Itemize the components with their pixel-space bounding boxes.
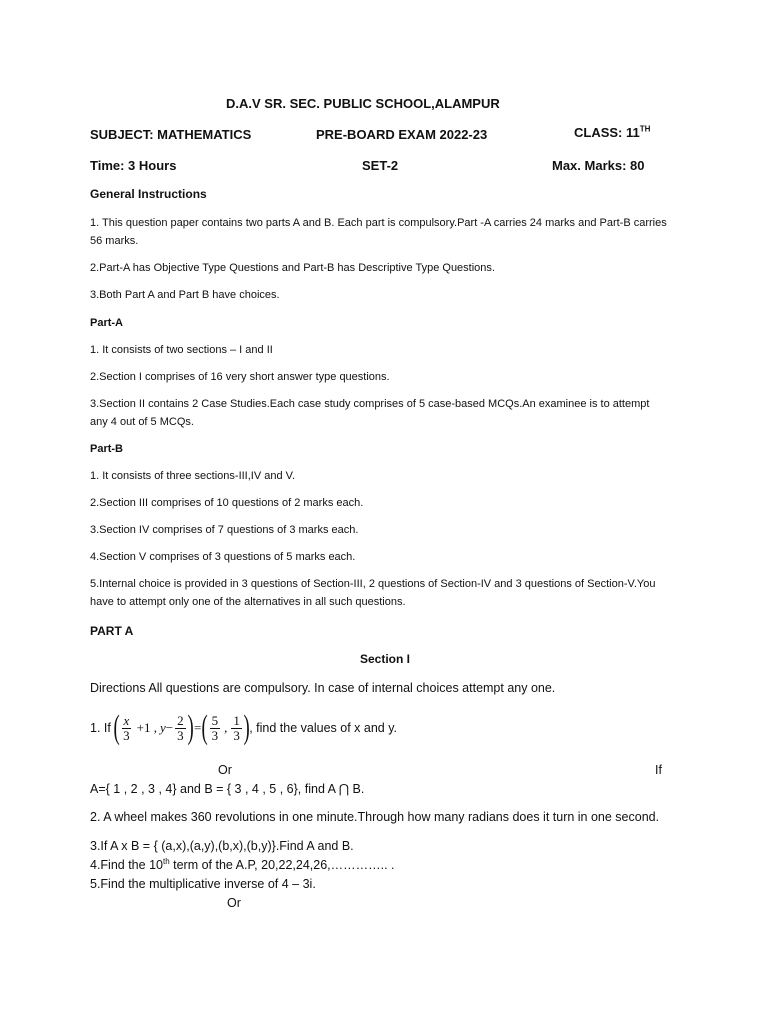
comma: ,: [224, 720, 228, 735]
fraction-2-over-3: [175, 714, 186, 743]
part-b-item: 5.Internal choice is provided in 3 questions of Section-III, 2 questions of Section-IV and 3 questions of Section-V.You have to attempt only one of the alternatives in all such questions.: [90, 578, 656, 608]
frac-denominator: 3: [177, 727, 184, 743]
class-superscript: TH: [639, 124, 651, 134]
minus-sign: −: [165, 720, 174, 735]
right-paren-icon: ): [187, 709, 194, 746]
part-a-heading: Part-A: [90, 317, 124, 329]
subject-label: SUBJECT: MATHEMATICS: [90, 127, 252, 142]
question-1-alternative: A={ 1 , 2 , 3 , 4} and B = { 3 , 4 , 5 , 6}, find A ⋂ B.: [90, 782, 365, 796]
time-label: Time: 3 Hours: [90, 158, 177, 173]
frac-numerator: 2: [177, 712, 184, 728]
left-paren-icon: (: [113, 709, 120, 746]
instruction-item: 1. This question paper contains two parts A and B. Each part is compulsory.Part -A carries 24 marks and Part-B carries 56 marks.: [90, 217, 667, 247]
frac-numerator: 5: [211, 712, 219, 728]
q4-prefix: 4.Find the 10: [90, 858, 163, 872]
question-5: 5.Find the multiplicative inverse of 4 – 3i.: [90, 877, 316, 891]
frac-denominator: 3: [123, 727, 130, 743]
class-label: [574, 125, 650, 140]
part-a-title: PART A: [90, 624, 134, 638]
q1-equation: [114, 711, 249, 745]
fraction-5-over-3: [210, 714, 221, 743]
section-title: Section I: [360, 652, 411, 666]
or-divider: Or: [227, 896, 241, 910]
fraction-1-over-3: [231, 714, 242, 743]
q4-suffix: term of the A.P, 20,22,24,26,………….. .: [169, 858, 395, 872]
frac-numerator: 1: [233, 712, 240, 728]
left-paren-icon: (: [201, 709, 209, 746]
directions-text: Directions All questions are compulsory. In case of internal choices attempt any one.: [90, 681, 556, 695]
instruction-item: 3.Both Part A and Part B have choices.: [90, 289, 280, 301]
part-b-item: 1. It consists of three sections-III,IV and V.: [90, 470, 296, 482]
q4-superscript: th: [162, 856, 170, 866]
set-label: SET-2: [362, 158, 399, 173]
question-3: 3.If A x B = { (a,x),(a,y),(b,x),(b,y)}.Find A and B.: [90, 839, 354, 853]
or-divider: Or: [218, 763, 232, 777]
part-b-heading: Part-B: [90, 443, 124, 455]
var-y: y: [160, 720, 166, 735]
general-instructions-heading: General Instructions: [90, 187, 207, 201]
class-text: CLASS: 11: [574, 125, 640, 140]
frac-denominator: 3: [233, 727, 240, 743]
exam-title: PRE-BOARD EXAM 2022-23: [316, 127, 488, 142]
if-label: If: [655, 763, 662, 777]
question-1: [90, 708, 397, 748]
max-marks-label: Max. Marks: 80: [552, 158, 645, 173]
school-name: D.A.V SR. SEC. PUBLIC SCHOOL,ALAMPUR: [226, 96, 500, 111]
fraction-x-over-3: [121, 714, 132, 743]
frac-denominator: 3: [211, 727, 219, 743]
part-b-item: 4.Section V comprises of 3 questions of 5 marks each.: [90, 551, 356, 563]
plus-one: +1 ,: [136, 720, 158, 735]
question-2: 2. A wheel makes 360 revolutions in one minute.Through how many radians does it turn in one second.: [90, 810, 660, 824]
frac-numerator: x: [123, 712, 130, 728]
q1-prefix: 1. If: [90, 721, 111, 735]
right-paren-icon: ): [243, 709, 250, 746]
part-a-item: 2.Section I comprises of 16 very short answer type questions.: [90, 371, 390, 383]
equals-sign: =: [193, 720, 202, 735]
part-a-item: 3.Section II contains 2 Case Studies.Each case study comprises of 5 case-based MCQs.An examinee is to attempt any 4 out of 5 MCQs.: [90, 398, 650, 428]
instruction-item: 2.Part-A has Objective Type Questions and Part-B has Descriptive Type Questions.: [90, 262, 495, 274]
question-4: [90, 858, 395, 872]
q1-suffix: , find the values of x and y.: [249, 721, 397, 735]
part-b-item: 3.Section IV comprises of 7 questions of 3 marks each.: [90, 524, 359, 536]
part-a-item: 1. It consists of two sections – I and II: [90, 344, 273, 356]
part-b-item: 2.Section III comprises of 10 questions of 2 marks each.: [90, 497, 364, 509]
